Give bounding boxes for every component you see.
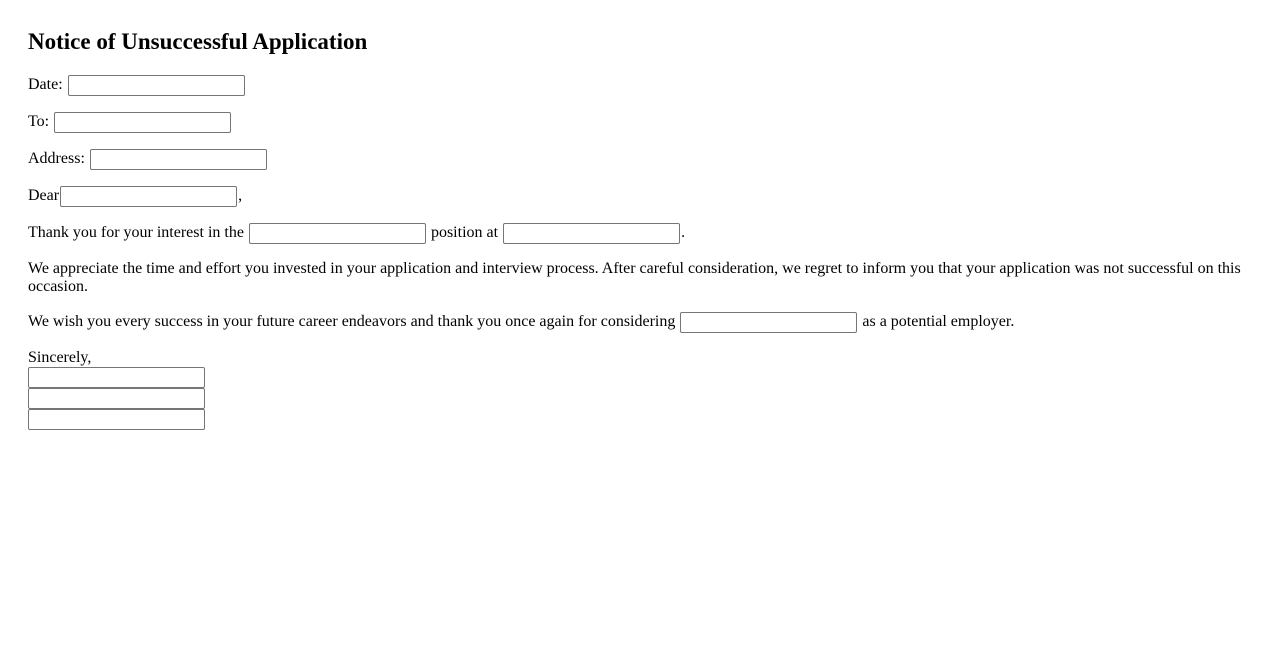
- salutation-row: [28, 186, 1250, 207]
- address-label: Address:: [28, 150, 85, 168]
- interest-prefix: Thank you for your interest in the: [28, 224, 244, 242]
- closing-label: Sincerely,: [28, 349, 92, 366]
- dear-label: Dear: [28, 187, 60, 205]
- address-field[interactable]: [90, 149, 267, 170]
- signature-field-3[interactable]: [28, 409, 205, 430]
- salutation-name-field[interactable]: [60, 186, 237, 207]
- to-label: To:: [28, 113, 50, 131]
- wish-suffix: as a potential employer.: [862, 313, 1015, 331]
- employer-field[interactable]: [680, 312, 857, 333]
- dear-comma: ,: [238, 187, 243, 205]
- page-title: Notice of Unsuccessful Application: [28, 29, 368, 54]
- wish-prefix: We wish you every success in your future career endeavors and thank you once again for considering: [28, 313, 676, 331]
- signature-field-1[interactable]: [28, 367, 205, 388]
- signature-field-2[interactable]: [28, 388, 205, 409]
- wish-row: [28, 312, 1250, 333]
- date-row: [28, 75, 1250, 96]
- interest-row: [28, 223, 1250, 244]
- recipient-field[interactable]: [54, 112, 231, 133]
- signature-block: [28, 349, 205, 430]
- company-field[interactable]: [503, 223, 680, 244]
- date-field[interactable]: [68, 75, 245, 96]
- to-row: [28, 112, 1250, 133]
- interest-middle: position at: [430, 224, 499, 242]
- date-label: Date:: [28, 76, 63, 94]
- position-field[interactable]: [249, 223, 426, 244]
- interest-period: .: [681, 224, 686, 242]
- body-paragraph: We appreciate the time and effort you invested in your application and interview process. After careful consideration, we regret to inform you that your application was not successful on this occasion.: [28, 260, 1241, 295]
- address-row: [28, 149, 1250, 170]
